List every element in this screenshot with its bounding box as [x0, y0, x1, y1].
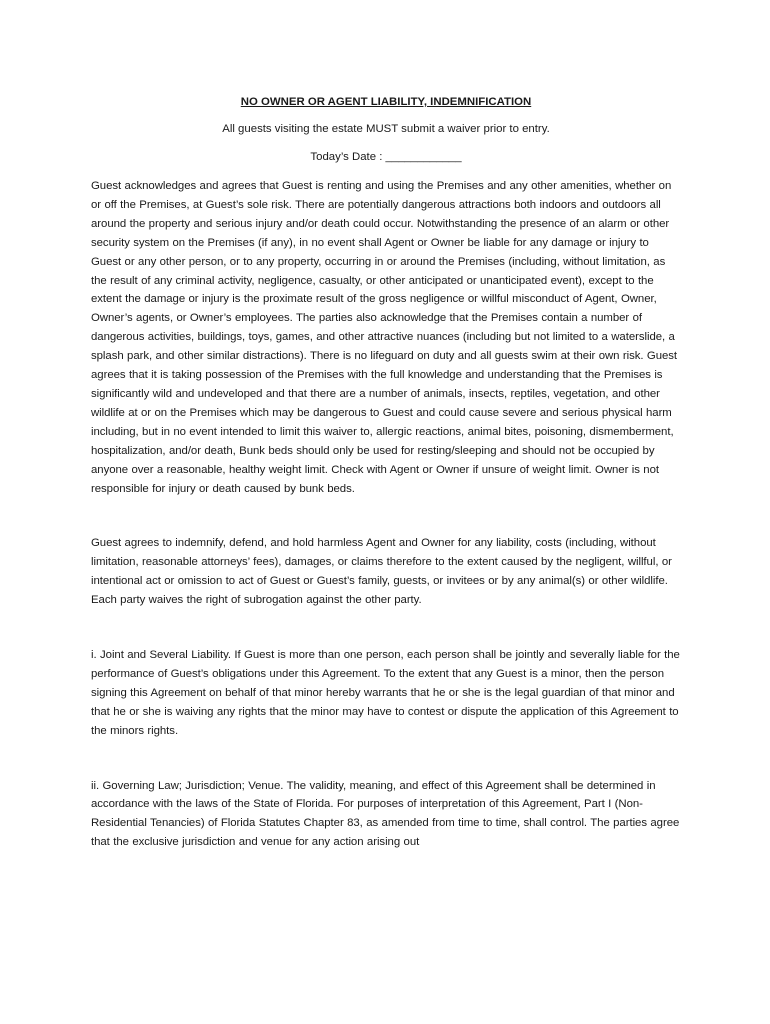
document-title: NO OWNER OR AGENT LIABILITY, INDEMNIFICATION [240, 96, 532, 108]
paragraph-spacer [91, 610, 681, 646]
paragraph-spacer [91, 498, 681, 534]
indemnification-paragraph: Guest agrees to indemnify, defend, and hold harmless Agent and Owner for any liability, costs (including, without limitation, reasonable attorneys’ fees), damages, or claims therefore to the extent caused by the negligent, willful, or intentional act or omission to act of Guest or Guest’s family, guests, or invitees or by any animal(s) or other wildlife. Each party waives the right of subrogation against the other party. [91, 537, 672, 607]
document-body [91, 94, 681, 852]
date-field: Today’s Date : ____________ [310, 151, 462, 163]
liability-paragraph: Guest acknowledges and agrees that Guest is renting and using the Premises and any other amenities, whether on or off the Premises, at Guest’s sole risk. There are potentially dangerous attractions both indoors and outdoors all around the property and serious injury and/or death could occur. Notwithstanding the presence of an alarm or other security system on the Premises (if any), in no event shall Agent or Owner be liable for any damage or injury to Guest or any other person, or to any property, occurring in or around the Premises (including, without limitation, as the result of any criminal activity, negligence, casualty, or other anticipated or unanticipated event), except to the extent the damage or injury is the proximate result of the gross negligence or willful misconduct of Agent, Owner, Owner’s agents, or Owner’s employees. The parties also acknowledge that the Premises contain a number of dangerous activities, buildings, toys, games, and other attractive nuances (including but not limited to a waterslide, a splash park, and other similar distractions). There is no lifeguard on duty and all guests swim at their own risk. Guest agrees that it is taking possession of the Premises with the full knowledge and understanding that the Premises is significantly wild and undeveloped and that there are a number of animals, insects, reptiles, vegetation, and other wildlife at or on the Premises which may be dangerous to Guest and could cause severe and serious physical harm including, but in no event intended to limit this waiver to, allergic reactions, animal bites, poisoning, dismemberment, hospitalization, and/or death, Bunk beds should only be used for resting/sleeping and should not be occupied by anyone over a reasonable, healthy weight limit. Check with Agent or Owner if unsure of weight limit. Owner is not responsible for injury or death caused by bunk beds. [91, 180, 678, 495]
paragraph-spacer [91, 741, 681, 777]
joint-liability-paragraph: i. Joint and Several Liability. If Guest is more than one person, each person shall be jointly and severally liable for the performance of Guest’s obligations under this Agreement. To the extent that any Guest is a minor, then the person signing this Agreement on behalf of that minor hereby warrants that he or she is the legal guardian of that minor and that he or she is waiving any rights that the minor may have to contest or dispute the application of this Agreement to the minors rights. [91, 649, 680, 737]
waiver-notice: All guests visiting the estate MUST submit a waiver prior to entry. [222, 123, 550, 135]
governing-law-paragraph: ii. Governing Law; Jurisdiction; Venue. The validity, meaning, and effect of this Agreement shall be determined in accordance with the laws of the State of Florida. For purposes of interpretation of this Agreement, Part I (Non-Residential Tenancies) of Florida Statutes Chapter 83, as amended from time to time, shall control. The parties agree that the exclusive jurisdiction and venue for any action arising out [91, 779, 680, 849]
